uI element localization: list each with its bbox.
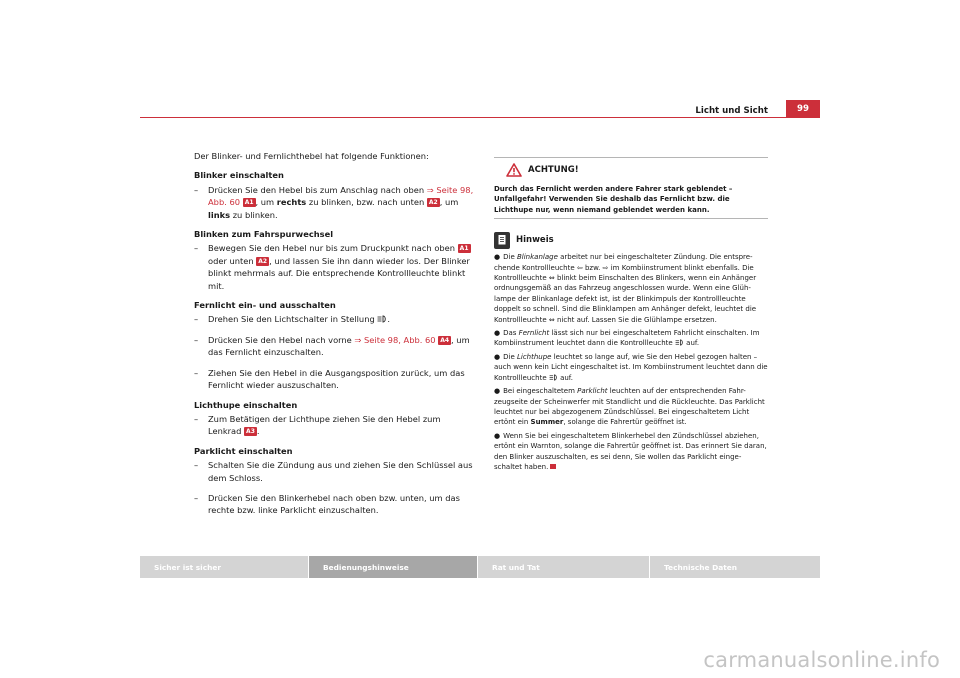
bullet: ● <box>494 253 501 262</box>
text: oder unten <box>208 255 257 266</box>
high-beam-icon <box>549 374 558 381</box>
text: leuchten auf der entsprechenden Fahr-zeugseite der Scheinwerfer mit Standlicht und die Rückleuchte. Das Parklicht leuchtet nur bei abgezogenem Zündschlüssel. Bei eingeschaltetem Licht ertönt ein <box>494 387 765 427</box>
warning-title: ACHTUNG! <box>528 165 579 175</box>
dash: – <box>194 314 199 325</box>
right-column <box>494 157 768 475</box>
high-beam-icon <box>675 339 684 346</box>
note-list <box>494 252 768 472</box>
list-item <box>194 242 474 292</box>
warning-text: Durch das Fernlicht werden andere Fahrer stark geblendet – Unfallgefahr! Verwenden Sie deshalb das Fernlicht bzw. die Lichthupe nur, wenn niemand geblendet werden kann. <box>494 185 733 214</box>
bold-word: links <box>208 209 231 220</box>
bullet: ● <box>494 431 501 440</box>
callout-badge: A1 <box>244 199 254 207</box>
callout-badge: A3 <box>246 428 255 436</box>
left-column <box>194 150 474 517</box>
turn-right-icon: ⇨ <box>602 263 609 272</box>
note-item <box>494 386 768 428</box>
warning-box <box>494 157 768 219</box>
dash: – <box>194 413 199 424</box>
text: bzw. <box>582 263 603 272</box>
warning-triangle-icon <box>506 163 522 177</box>
footer-tab-rat[interactable]: Rat und Tat <box>478 556 649 578</box>
callout-badge: A2 <box>428 199 438 207</box>
ref-text: Seite 98, Abb. 60 <box>364 334 436 345</box>
footer-tab-sicher[interactable]: Sicher ist sicher <box>140 556 308 578</box>
text: nicht auf. Lassen Sie die Glühlampe ersetzen. <box>554 315 717 324</box>
text: auf. <box>557 373 573 382</box>
text: . <box>387 314 390 325</box>
callout-badge: A1 <box>459 245 469 253</box>
page-title: Licht und Sicht <box>695 106 768 116</box>
heading-blinker: Blinker einschalten <box>194 170 284 181</box>
italic-term: Fernlicht <box>518 329 550 338</box>
list-item <box>194 459 474 484</box>
arrow-icon: ⇒ <box>354 334 362 345</box>
text: , und lassen Sie ihn dann wieder los. Der Blinker blinkt mehrmals auf. Die entsprechende Kontrollleuchte blinkt mit. <box>208 255 470 291</box>
bold-word: rechts <box>276 197 307 208</box>
text: , um <box>255 197 277 208</box>
high-beam-icon <box>377 315 387 323</box>
text: Schalten Sie die Zündung aus und ziehen Sie den Schlüssel aus dem Schloss. <box>208 460 473 483</box>
text: Drücken Sie den Hebel bis zum Anschlag nach oben <box>208 184 427 195</box>
italic-term: Lichthupe <box>516 352 552 361</box>
callout-badge: A2 <box>258 257 268 265</box>
dash: – <box>194 492 199 503</box>
text: lässt sich nur bei eingeschaltetem Fahrlicht einschalten. Im Kombiinstrument leuchtet dann die Kontrollleuchte <box>494 329 760 348</box>
text: leuchtet so lange auf, wie Sie den Hebel gezogen halten – auch wenn kein Licht eingeschaltet ist. Im Kombiinstrument leuchtet dann die Kontrollleuchte <box>494 352 768 382</box>
dash: – <box>194 243 199 254</box>
watermark: carmanualsonline.info <box>703 648 940 672</box>
text: Zum Betätigen der Lichthupe ziehen Sie den Hebel zum Lenkrad <box>208 413 441 437</box>
text: , solange die Fahrertür geöffnet ist. <box>563 418 687 427</box>
text: Drehen Sie den Lichtschalter in Stellung <box>208 314 378 325</box>
text: arbeitet nur bei eingeschalteter Zündung. Die entspre-chende Kontrollleuchte <box>494 253 753 272</box>
arrow-icon: ⇒ <box>426 184 434 195</box>
note-icon <box>494 232 510 249</box>
note-item <box>494 431 768 473</box>
end-of-section-icon <box>550 464 556 469</box>
list-item <box>194 184 474 221</box>
bullet: ● <box>494 329 501 338</box>
list-item <box>194 413 474 438</box>
text: Die <box>503 352 517 361</box>
text: Bewegen Sie den Hebel nur bis zum Druckpunkt nach oben <box>208 243 458 254</box>
text: , um <box>439 197 459 208</box>
italic-term: Parklicht <box>577 387 608 396</box>
dash: – <box>194 334 199 345</box>
dash: – <box>194 460 199 471</box>
italic-term: Blinkanlage <box>516 253 558 262</box>
heading-fernlicht: Fernlicht ein- und ausschalten <box>194 300 336 311</box>
bold-term: Summer <box>530 418 564 427</box>
text: im Kombiinstrument blinkt ebenfalls. Die Kontrollleuchte <box>494 263 754 283</box>
text: Drücken Sie den Hebel nach vorne <box>208 334 355 345</box>
reference-link[interactable] <box>354 335 435 345</box>
note-title: Hinweis <box>516 235 554 246</box>
intro-text: Der Blinker- und Fernlichthebel hat folgende Funktionen: <box>194 151 429 161</box>
note-item <box>494 252 768 325</box>
warning-header <box>494 161 768 179</box>
page-number: 99 <box>786 100 820 118</box>
note-item <box>494 328 768 349</box>
text: Wenn Sie bei eingeschaltetem Blinkerhebel den Zündschlüssel abziehen, ertönt ein Warnton, solange die Fahrertür geöffnet ist. Das erinnert Sie daran, den Blinker auszuschalten, es sei denn, Sie wollen das Parklicht einge-schaltet haben. <box>494 431 767 471</box>
text: Bei eingeschaltetem <box>503 387 578 396</box>
text: auf. <box>683 339 700 348</box>
note-header <box>494 231 768 249</box>
bullet: ● <box>494 387 501 396</box>
text: Drücken Sie den Blinkerhebel nach oben bzw. unten, um das rechte bzw. linke Parklicht einzuschalten. <box>208 492 460 516</box>
list-item <box>194 334 474 359</box>
heading-lichthupe: Lichthupe einschalten <box>194 399 298 410</box>
ref-text: Seite 98, Abb. 60 <box>208 184 474 208</box>
header-rule <box>140 117 820 118</box>
text: zu blinken, bzw. nach unten <box>306 197 427 208</box>
heading-parklicht: Parklicht einschalten <box>194 445 293 456</box>
heading-fahrspur: Blinken zum Fahrspurwechsel <box>194 229 334 240</box>
text: zu blinken. <box>230 209 278 220</box>
text: Das <box>503 329 519 338</box>
bullet: ● <box>494 352 501 361</box>
trailer-indicator-icon: ⇔ <box>548 315 555 324</box>
list-item <box>194 492 474 517</box>
dash: – <box>194 184 199 195</box>
text: blinkt beim Einschalten des Blinkers, wenn ein Anhänger ordnungsgemäß an das Fahrzeug angeschlossen wurde. Wenn eine Glüh-lampe der Blinkanlage defekt ist, ist der Blinkimpuls der Kontrollleuchte doppelt so schnell. Sind die Blinklampen am Anhänger defekt, leuchtet die Kontrollleuchte <box>494 274 757 324</box>
dash: – <box>194 367 199 378</box>
text: Die <box>503 253 517 262</box>
footer-tab-technische[interactable]: Technische Daten <box>650 556 820 578</box>
list-item <box>194 367 474 392</box>
turn-left-icon: ⇦ <box>576 263 583 272</box>
list-item <box>194 313 474 325</box>
callout-badge: A4 <box>440 336 450 344</box>
footer-tab-bedienung[interactable]: Bedienungshinweise <box>309 556 477 578</box>
trailer-indicator-icon: ⇔ <box>548 274 555 283</box>
text: , um das Fernlicht einzuschalten. <box>208 334 470 358</box>
note-item <box>494 352 768 383</box>
text: . <box>256 426 260 437</box>
text: Ziehen Sie den Hebel in die Ausgangsposition zurück, um das Fernlicht wieder auszuschalten. <box>208 367 465 391</box>
